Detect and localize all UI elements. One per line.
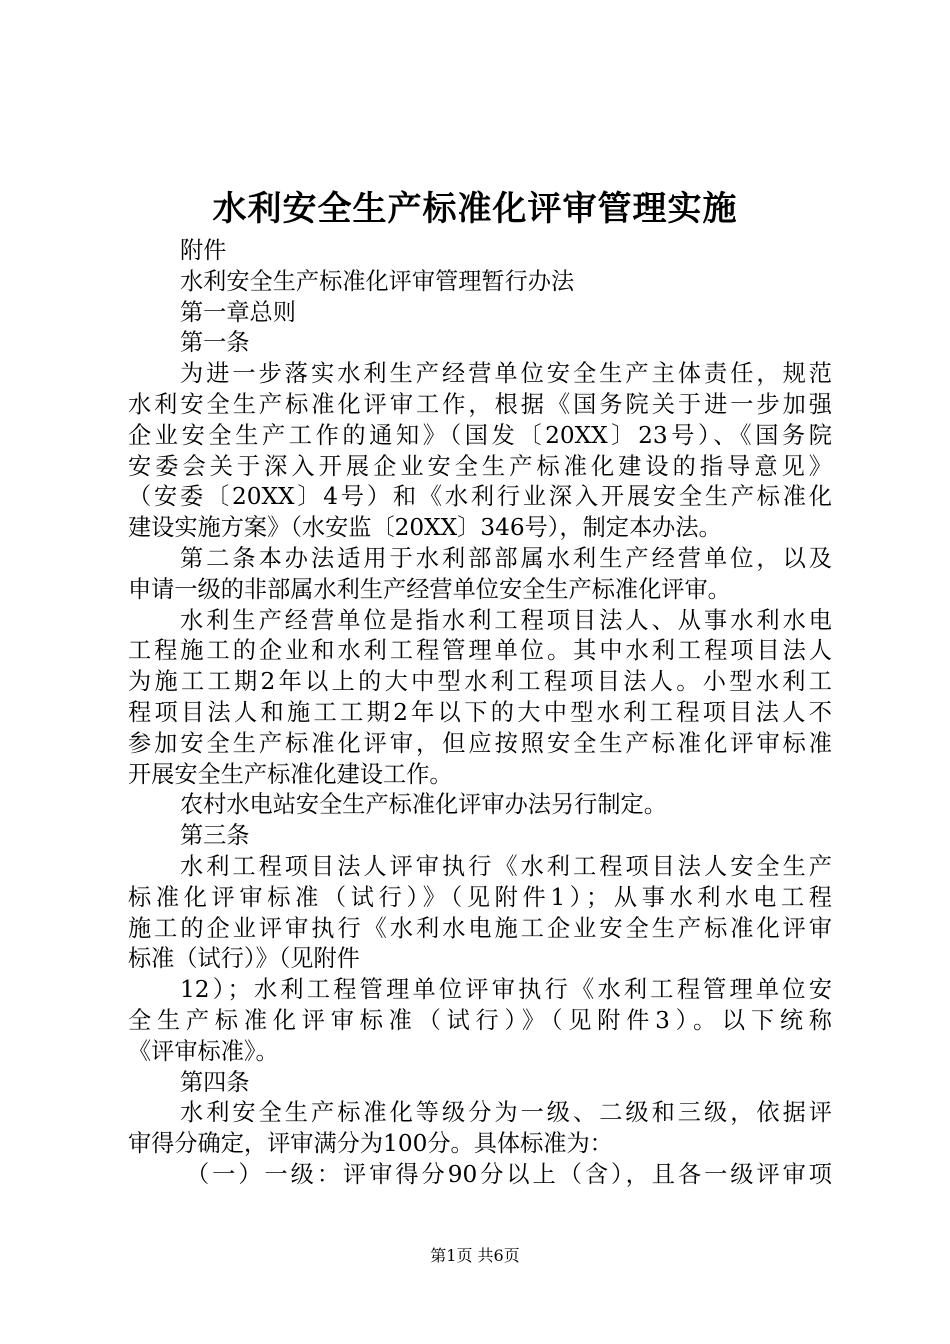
paragraph-line: 标准化评审标准（试行）》（见附件1）；从事水利水电工程 <box>128 883 832 911</box>
paragraph-line: 安委会关于深入开展企业安全生产标准化建设的指导意见》 <box>128 452 832 480</box>
paragraph-line: 施工的企业评审执行《水利水电施工企业安全生产标准化评审 <box>128 914 832 942</box>
paragraph-line: 为施工工期2年以上的大中型水利工程项目法人。小型水利工 <box>128 668 832 696</box>
paragraph-line: 水利安全生产标准化评审工作，根据《国务院关于进一步加强 <box>128 390 832 418</box>
document-body <box>128 236 832 1191</box>
paragraph-line: （安委〔20XX〕4号）和《水利行业深入开展安全生产标准化 <box>128 483 832 511</box>
paragraph-line: 企业安全生产工作的通知》（国发〔20XX〕23号）、《国务院 <box>128 421 832 449</box>
paragraph-line: 水利生产经营单位是指水利工程项目法人、从事水利水电 <box>180 606 832 634</box>
paragraph-line: 工程施工的企业和水利工程管理单位。其中水利工程项目法人 <box>128 637 832 665</box>
paragraph-line: 参加安全生产标准化评审，但应按照安全生产标准化评审标准 <box>128 729 832 757</box>
attachment-label: 附件 <box>180 237 227 264</box>
paragraph-line: 水利安全生产标准化等级分为一级、二级和三级，依据评 <box>180 1099 832 1127</box>
paragraph-line: 《评审标准》。 <box>128 1037 279 1065</box>
paragraph-line: 12）；水利工程管理单位评审执行《水利工程管理单位安 <box>180 976 832 1004</box>
paragraph-line: 申请一级的非部属水利生产经营单位安全生产标准化评审。 <box>128 575 731 603</box>
regulation-name: 水利安全生产标准化评审管理暂行办法 <box>180 267 575 295</box>
paragraph-line: 开展安全生产标准化建设工作。 <box>128 760 453 788</box>
paragraph-line: （一）一级：评审得分90分以上（含），且各一级评审项 <box>186 1160 832 1188</box>
document-title: 水利安全生产标准化评审管理实施 <box>212 189 738 229</box>
paragraph-line: 审得分确定，评审满分为100分。具体标准为： <box>128 1130 613 1158</box>
paragraph-line: 程项目法人和施工工期2年以下的大中型水利工程项目法人不 <box>128 698 832 726</box>
paragraph-line: 建设实施方案》（水安监〔20XX〕346号），制定本办法。 <box>128 514 722 542</box>
paragraph-line: 第二条本办法适用于水利部部属水利生产经营单位，以及 <box>180 544 832 572</box>
article-heading: 第一条 <box>180 329 250 357</box>
article-heading: 第四条 <box>180 1068 250 1096</box>
page-number: 第1页 共6页 <box>430 1246 520 1265</box>
paragraph-line: 标准（试行）》（见附件 <box>128 945 360 973</box>
article-heading: 第三条 <box>180 822 250 850</box>
paragraph-line: 水利工程项目法人评审执行《水利工程项目法人安全生产 <box>180 852 832 880</box>
chapter-heading: 第一章总则 <box>180 298 296 326</box>
paragraph-line: 全生产标准化评审标准（试行）》（见附件3）。以下统称 <box>128 1006 832 1034</box>
paragraph-line: 为进一步落实水利生产经营单位安全生产主体责任，规范 <box>180 360 832 388</box>
paragraph-line: 农村水电站安全生产标准化评审办法另行制定。 <box>180 791 667 819</box>
